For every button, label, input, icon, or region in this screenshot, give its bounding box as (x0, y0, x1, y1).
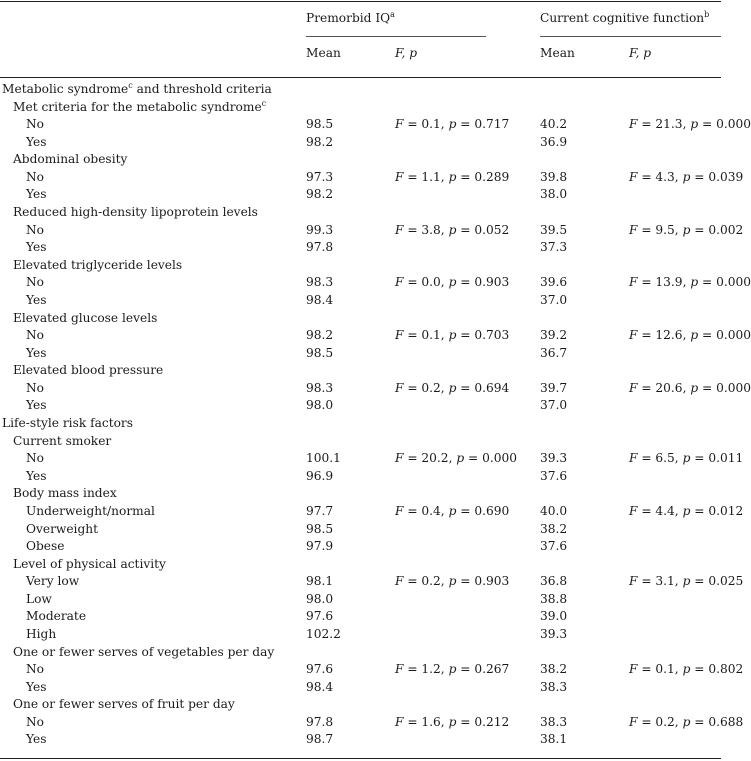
premorbid-mean-cell: 98.3 (306, 380, 334, 395)
cognitive-mean-cell: 39.8 (540, 169, 568, 184)
row-label: Yes (26, 187, 47, 202)
premorbid-fp-cell: F = 1.6, p = 0.212 (395, 714, 510, 729)
row-label: No (26, 380, 45, 395)
premorbid-mean-cell: 98.2 (306, 328, 334, 343)
table-row (0, 679, 721, 697)
table-row (0, 415, 721, 433)
table-row (0, 292, 721, 310)
header-premorbid-iq: Premorbid $IQ^a$ (306, 10, 395, 25)
table-row (0, 239, 721, 257)
cognitive-mean-cell: 36.8 (540, 574, 568, 589)
row-label: Yes (26, 240, 47, 255)
cognitive-fp-cell: F = 6.5, p = 0.011 (629, 451, 744, 466)
table-row (0, 485, 721, 503)
premorbid-mean-cell: 97.8 (306, 240, 334, 255)
cognitive-fp-cell: F = 9.5, p = 0.002 (629, 222, 744, 237)
cognitive-mean-cell: 39.0 (540, 609, 568, 624)
row-label: Life-style risk factors (2, 416, 134, 431)
row-label: Underweight/normal (26, 503, 155, 518)
table-row (0, 257, 721, 275)
table-row (0, 731, 721, 749)
header-bottom-rule (0, 77, 721, 78)
row-label: Level of physical activity (13, 556, 166, 571)
row-label: Current smoker (13, 433, 112, 448)
row-label: Yes (26, 732, 47, 747)
premorbid-fp-cell: F = 0.4, p = 0.690 (395, 503, 510, 518)
cognitive-mean-cell: 39.2 (540, 328, 568, 343)
cognitive-fp-cell: F = 0.2, p = 0.688 (629, 714, 744, 729)
subheader-mean-cognitive: Mean (540, 46, 575, 60)
row-label: Elevated glucose levels (13, 310, 158, 325)
table-row (0, 591, 721, 609)
cognitive-fp-cell: F = 4.4, p = 0.012 (629, 503, 744, 518)
table-row (0, 503, 744, 521)
subheader-fp-cognitive (629, 45, 651, 61)
premorbid-fp-cell: F = 0.1, p = 0.717 (395, 117, 510, 132)
cognitive-fp-cell: F = 4.3, p = 0.039 (629, 169, 744, 184)
premorbid-mean-cell: 98.2 (306, 134, 334, 149)
bottom-rule (0, 758, 721, 759)
row-label: Overweight (26, 521, 99, 536)
row-label: Moderate (26, 609, 87, 624)
row-label: Yes (26, 345, 47, 360)
premorbid-mean-cell: 98.4 (306, 292, 334, 307)
table-row (0, 222, 744, 240)
top-rule (0, 1, 721, 2)
table-row (0, 204, 721, 222)
row-label: Abdominal obesity (13, 152, 128, 167)
table-row (0, 99, 721, 117)
table-row (0, 714, 744, 732)
row-label: No (26, 451, 45, 466)
premorbid-mean-cell: 98.1 (306, 574, 334, 589)
cognitive-fp-cell: F = 12.6, p = 0.000 (629, 328, 751, 343)
cognitive-mean-cell: 37.0 (540, 398, 568, 413)
table-row (0, 186, 721, 204)
cognitive-mean-cell: 38.2 (540, 662, 568, 677)
premorbid-mean-cell: 97.6 (306, 662, 334, 677)
cognitive-mean-cell: 38.8 (540, 591, 568, 606)
cognitive-mean-cell: 39.5 (540, 222, 568, 237)
premorbid-mean-cell: 97.8 (306, 714, 334, 729)
header-current-cognitive-function: Current cognitive function$^b$ (540, 10, 710, 25)
table-row (0, 151, 721, 169)
table-row (0, 538, 721, 556)
row-label: No (26, 662, 45, 677)
table-row (0, 274, 751, 292)
table-row (0, 556, 721, 574)
row-label: No (26, 222, 45, 237)
table-row (0, 345, 721, 363)
row-label: Met criteria for the metabolic syndrome$^c$ (13, 98, 267, 114)
premorbid-fp-cell: F = 0.2, p = 0.694 (395, 380, 510, 395)
premorbid-fp-cell: F = 0.2, p = 0.903 (395, 574, 510, 589)
cognitive-mean-cell: 38.1 (540, 732, 568, 747)
row-label: No (26, 169, 45, 184)
cognitive-mean-cell: 37.0 (540, 292, 568, 307)
table-row (0, 169, 744, 187)
cognitive-fp-cell: F = 20.6, p = 0.000 (629, 380, 751, 395)
premorbid-mean-cell: 98.2 (306, 187, 334, 202)
table-row (0, 380, 751, 398)
cognitive-fp-cell: F = 13.9, p = 0.000 (629, 275, 751, 290)
table-row (0, 608, 721, 626)
row-label: Yes (26, 679, 47, 694)
premorbid-fp-cell: F = 3.8, p = 0.052 (395, 222, 510, 237)
cognitive-mean-cell: 36.9 (540, 134, 568, 149)
premorbid-mean-cell: 99.3 (306, 222, 334, 237)
row-label: Yes (26, 292, 47, 307)
table-row (0, 362, 721, 380)
table-row (0, 397, 721, 415)
table-row (0, 310, 721, 328)
cognitive-mean-cell: 36.7 (540, 345, 568, 360)
cognitive-mean-cell: 37.3 (540, 240, 568, 255)
cognitive-mean-cell: 37.6 (540, 539, 568, 554)
table-row (0, 116, 751, 134)
cognitive-mean-cell: 38.0 (540, 187, 568, 202)
row-label: Low (26, 591, 52, 606)
cognitive-mean-cell: 40.2 (540, 117, 568, 132)
premorbid-mean-cell: 97.7 (306, 503, 334, 518)
row-label: No (26, 714, 45, 729)
table-row (0, 644, 721, 662)
table-row (0, 626, 721, 644)
premorbid-mean-cell: 98.5 (306, 117, 334, 132)
table-row (0, 521, 721, 539)
row-label: Obese (26, 539, 65, 554)
cognitive-group-rule (540, 36, 721, 37)
premorbid-mean-cell: 98.0 (306, 398, 334, 413)
row-label: One or fewer serves of vegetables per day (13, 644, 275, 659)
table-row (0, 468, 721, 486)
premorbid-mean-cell: 97.9 (306, 539, 334, 554)
table-row (0, 134, 721, 152)
table-row (0, 81, 721, 99)
table-row (0, 450, 744, 468)
row-label: No (26, 328, 45, 343)
premorbid-fp-cell: F = 1.1, p = 0.289 (395, 169, 510, 184)
cognitive-mean-cell: 37.6 (540, 468, 568, 483)
row-label: Metabolic syndrome$^c$ and threshold criteria (2, 81, 272, 96)
row-label: Very low (26, 574, 80, 589)
premorbid-mean-cell: 100.1 (306, 451, 341, 466)
table-row (0, 327, 751, 345)
cognitive-mean-cell: 38.3 (540, 714, 568, 729)
premorbid-mean-cell: 102.2 (306, 626, 341, 641)
premorbid-mean-cell: 98.5 (306, 521, 334, 536)
premorbid-mean-cell: 97.6 (306, 609, 334, 624)
premorbid-fp-cell: F = 0.1, p = 0.703 (395, 328, 510, 343)
row-label: Elevated blood pressure (13, 363, 164, 378)
subheader-fp-cognitive-text: F, p (629, 46, 652, 60)
cognitive-mean-cell: 39.3 (540, 451, 568, 466)
cognitive-mean-cell: 39.6 (540, 275, 568, 290)
premorbid-mean-cell: 96.9 (306, 468, 334, 483)
row-label: Elevated triglyceride levels (13, 257, 183, 272)
cognitive-fp-cell: F = 3.1, p = 0.025 (629, 574, 744, 589)
table-row (0, 661, 744, 679)
premorbid-fp-cell: F = 0.0, p = 0.903 (395, 275, 510, 290)
cognitive-mean-cell: 40.0 (540, 503, 568, 518)
premorbid-mean-cell: 98.5 (306, 345, 334, 360)
table-row (0, 573, 744, 591)
cognitive-fp-cell: F = 21.3, p = 0.000 (629, 117, 751, 132)
row-label: Yes (26, 134, 47, 149)
subheader-fp-premorbid-text: F, p (395, 46, 418, 60)
row-label: One or fewer serves of fruit per day (13, 697, 235, 712)
premorbid-fp-cell: F = 20.2, p = 0.000 (395, 451, 517, 466)
cognitive-mean-cell: 38.2 (540, 521, 568, 536)
premorbid-mean-cell: 98.7 (306, 732, 334, 747)
row-label: Reduced high-density lipoprotein levels (13, 205, 258, 220)
row-label: High (26, 626, 57, 641)
row-label: Body mass index (13, 486, 117, 501)
cognitive-mean-cell: 38.3 (540, 679, 568, 694)
premorbid-mean-cell: 98.0 (306, 591, 334, 606)
table-row (0, 433, 721, 451)
row-label: Yes (26, 468, 47, 483)
cognitive-mean-cell: 39.3 (540, 626, 568, 641)
premorbid-fp-cell: F = 1.2, p = 0.267 (395, 662, 510, 677)
subheader-mean-premorbid: Mean (306, 46, 341, 60)
cognitive-mean-cell: 39.7 (540, 380, 568, 395)
subheader-fp-premorbid (395, 45, 417, 61)
row-label: No (26, 275, 45, 290)
premorbid-mean-cell: 97.3 (306, 169, 334, 184)
premorbid-mean-cell: 98.3 (306, 275, 334, 290)
premorbid-group-rule (306, 36, 486, 37)
row-label: No (26, 117, 45, 132)
cognitive-fp-cell: F = 0.1, p = 0.802 (629, 662, 744, 677)
table-row (0, 696, 721, 714)
premorbid-mean-cell: 98.4 (306, 679, 334, 694)
row-label: Yes (26, 398, 47, 413)
